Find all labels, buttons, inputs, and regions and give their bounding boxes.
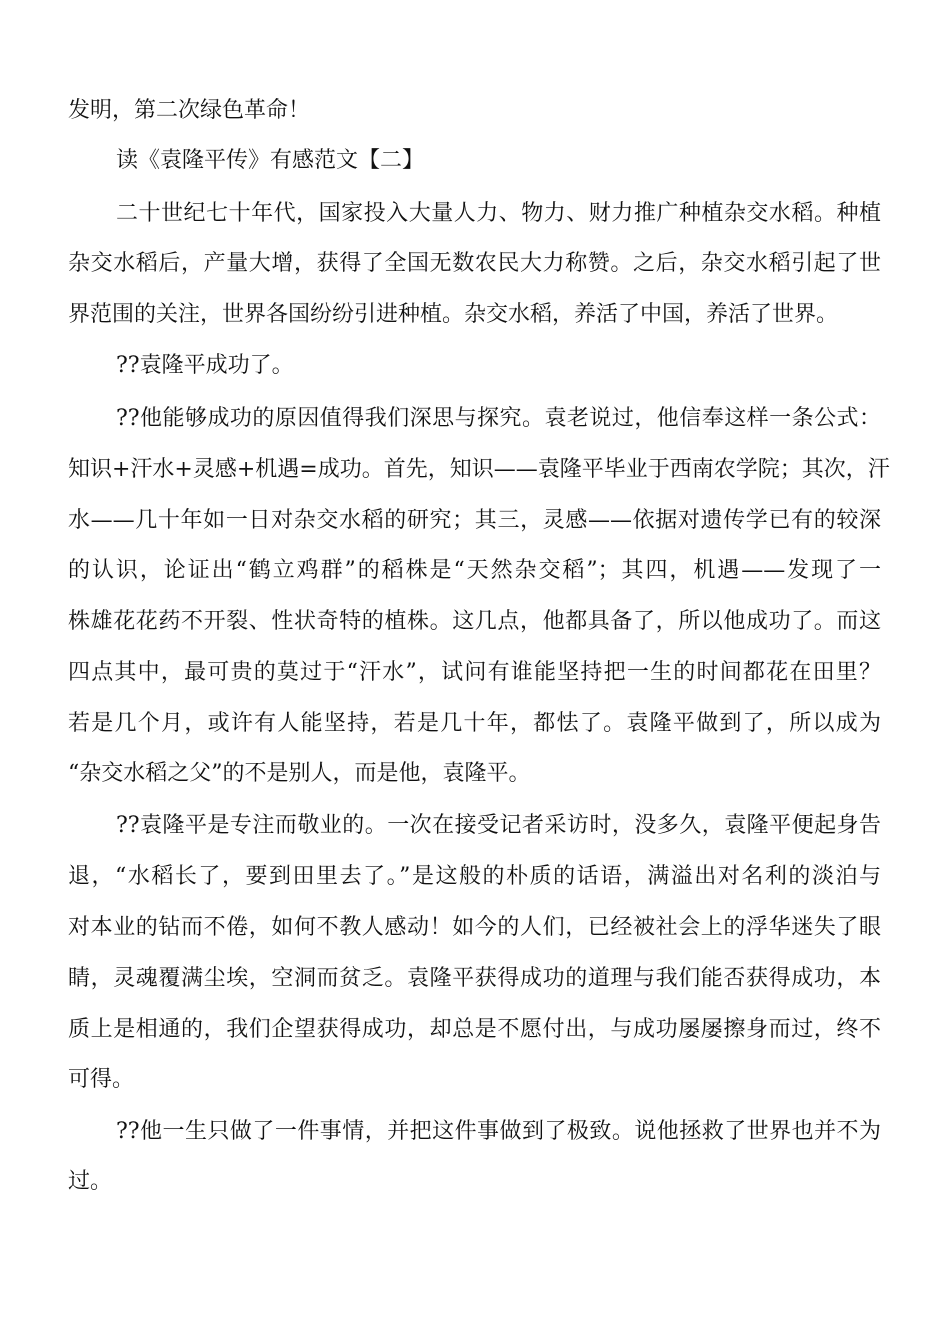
- text-line: 知识+汗水+灵感+机遇=成功。首先，知识——袁隆平毕业于西南农学院；其次，汗: [68, 457, 890, 482]
- text-line: 若是几个月，或许有人能坚持，若是几十年，都怯了。袁隆平做到了，所以成为: [68, 711, 881, 736]
- text-line: 四点其中，最可贵的莫过于“汗水”，试问有谁能坚持把一生的时间都花在田里？: [68, 660, 881, 685]
- text-line: 对本业的钻而不倦，如何不教人感动！如今的人们，已经被社会上的浮华迷失了眼: [68, 915, 881, 940]
- text-line: 二十世纪七十年代，国家投入大量人力、物力、财力推广种植杂交水稻。种植: [116, 201, 881, 226]
- text-line: ??他一生只做了一件事情，并把这件事做到了极致。说他拯救了世界也并不为: [116, 1119, 881, 1144]
- text-line: ??袁隆平是专注而敬业的。一次在接受记者采访时，没多久，袁隆平便起身告: [116, 813, 881, 838]
- text-line: 质上是相通的，我们企望获得成功，却总是不愿付出，与成功屡屡擦身而过，终不: [68, 1017, 881, 1042]
- section-heading: 读《袁隆平传》有感范文【二】: [116, 148, 425, 173]
- text-line: 杂交水稻后，产量大增，获得了全国无数农民大力称赞。之后，杂交水稻引起了世: [68, 251, 881, 276]
- text-line: 发明，第二次绿色革命！: [68, 98, 311, 123]
- text-line: 可得。: [68, 1067, 135, 1092]
- text-line: 退，“水稻长了，要到田里去了。”是这般的朴质的话语，满溢出对名利的淡泊与: [68, 864, 881, 889]
- text-line: 株雄花花药不开裂、性状奇特的植株。这几点，他都具备了，所以他成功了。而这: [68, 609, 881, 634]
- text-line: 睛，灵魂覆满尘埃，空洞而贫乏。袁隆平获得成功的道理与我们能否获得成功，本: [68, 966, 881, 991]
- text-line: ??袁隆平成功了。: [116, 353, 294, 378]
- text-line: 水——几十年如一日对杂交水稻的研究；其三，灵感——依据对遗传学已有的较深: [68, 508, 881, 533]
- text-line: 的认识，论证出“鹤立鸡群”的稻株是“天然杂交稻”；其四，机遇——发现了一: [68, 558, 881, 583]
- text-line: ??他能够成功的原因值得我们深思与探究。袁老说过，他信奉这样一条公式：: [116, 406, 881, 431]
- text-line: 过。: [68, 1169, 113, 1194]
- text-line: “杂交水稻之父”的不是别人，而是他，袁隆平。: [68, 761, 531, 786]
- text-line: 界范围的关注，世界各国纷纷引进种植。杂交水稻，养活了中国，养活了世界。: [68, 302, 839, 327]
